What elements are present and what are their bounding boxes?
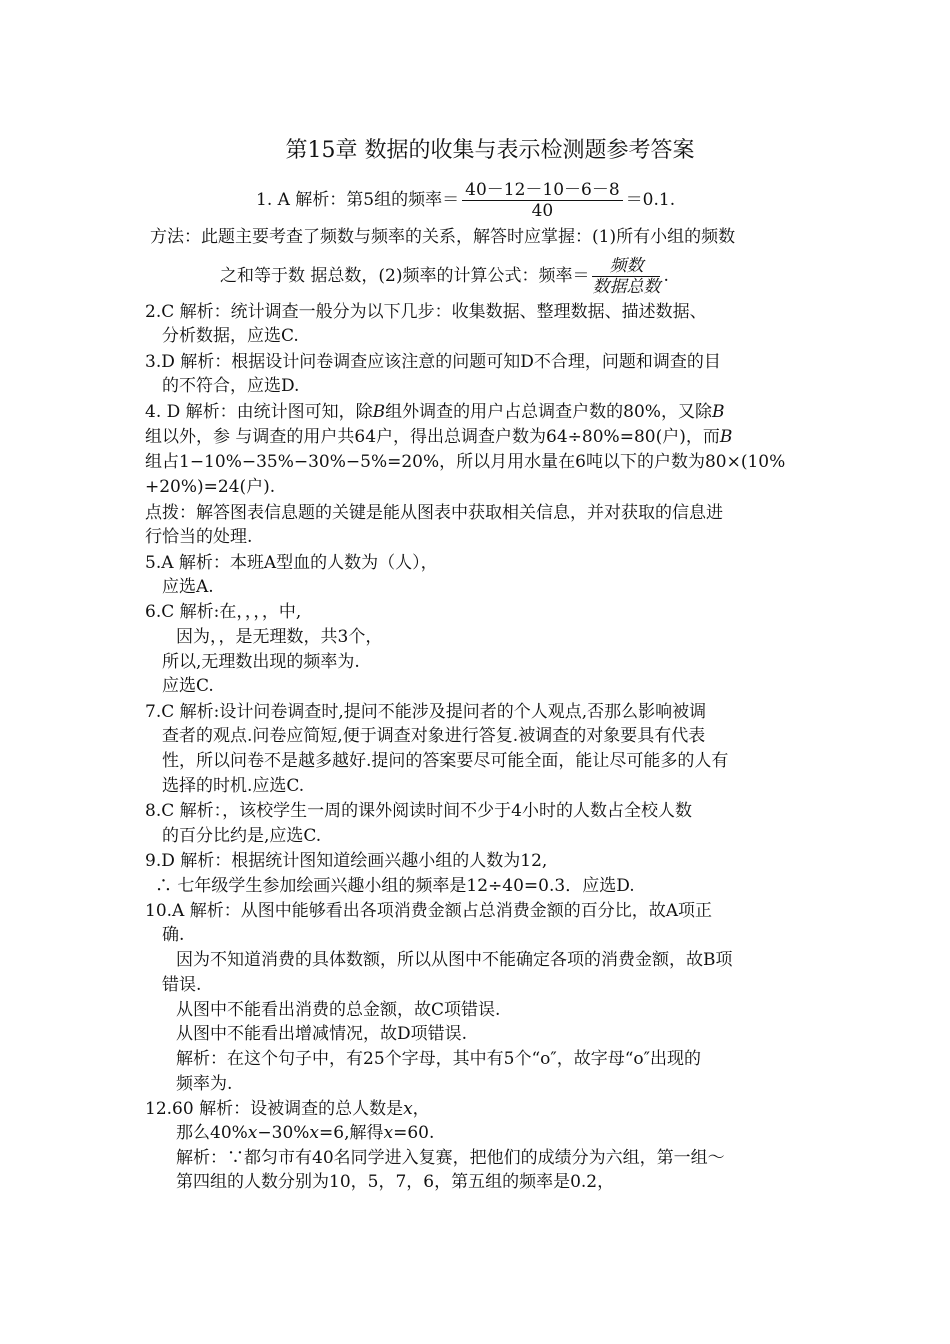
answer-10-line-2: 确. xyxy=(162,925,185,945)
answer-10-line-6: 从图中不能看出增减情况，故D项错误. xyxy=(176,1024,468,1044)
group-letter: B xyxy=(719,427,733,447)
answer-7-line-1: 7.C 解析:设计问卷调查时,提问不能涉及提问者的个人观点,否那么影响被调 xyxy=(145,702,707,722)
answer-9-line-1: 9.D 解析：根据统计图知道绘画兴趣小组的人数为12, xyxy=(145,851,548,871)
text: 组以外，参 与调查的用户共64户，得出总调查户数为64÷80%=80(户)，而 xyxy=(145,427,720,447)
answer-7-line-3: 性，所以问卷不是越多越好.提问的答案要尽可能全面，能让尽可能多的人有 xyxy=(162,751,729,771)
answer-10-line-8: 频率为. xyxy=(176,1074,233,1094)
answer-1-text: 1. A 解析：第5组的频率＝ xyxy=(256,190,460,210)
group-letter: B xyxy=(711,402,725,422)
answer-1-result: ＝0.1. xyxy=(625,190,676,210)
answer-10-line-4: 错误. xyxy=(162,975,202,995)
text: −30% xyxy=(257,1123,310,1143)
answer-5-line-2: 应选A. xyxy=(162,577,214,597)
answer-3-line-1: 3.D 解析：根据设计问卷调查应该注意的问题可知D不合理，问题和调查的目 xyxy=(145,352,721,372)
variable: x xyxy=(403,1099,413,1119)
answer-10-line-1: 10.A 解析：从图中能够看出各项消费金额占总消费金额的百分比，故A项正 xyxy=(145,901,712,921)
answer-3-line-2: 的不符合，应选D. xyxy=(162,376,300,396)
fraction-denominator: 40 xyxy=(531,201,554,221)
text: ， xyxy=(412,1099,430,1119)
answer-2-line-2: 分析数据，应选C. xyxy=(162,326,299,346)
method-line-1: 方法：此题主要考查了频数与频率的关系，解答时应掌握：(1)所有小组的频数 xyxy=(150,227,736,247)
answer-6-line-4: 应选C. xyxy=(162,676,214,696)
text: 4. D 解析：由统计图可知，除 xyxy=(145,402,373,422)
answer-5-line-1: 5.A 解析：本班A型血的人数为（人）， xyxy=(145,553,438,573)
fraction xyxy=(592,256,660,297)
answer-12-line-4: 第四组的人数分别为10，5，7，6，第五组的频率是0.2， xyxy=(176,1172,615,1192)
answer-7-line-2: 查者的观点.问卷应简短,便于调查对象进行答复.被调查的对象要具有代表 xyxy=(162,726,706,746)
text: =60. xyxy=(393,1123,435,1143)
variable: x xyxy=(383,1123,394,1143)
method-text: 之和等于数 据总数，(2)频率的计算公式：频率＝ xyxy=(220,266,590,286)
text: 12.60 解析：设被调查的总人数是 xyxy=(145,1099,404,1119)
answer-6-line-3: 所以,无理数出现的频率为. xyxy=(162,652,360,672)
answer-12-line-2 xyxy=(176,1122,434,1144)
answer-1 xyxy=(256,180,675,221)
answer-4-line-4: +20%)=24(户). xyxy=(145,477,276,497)
fraction-denominator: 数据总数 xyxy=(592,277,661,297)
answer-12-line-3: 解析：∵都匀市有40名同学进入复赛，把他们的成绩分为六组，第一组～ xyxy=(176,1148,725,1168)
text: 那么40% xyxy=(176,1123,248,1143)
tip-line-2: 行恰当的处理. xyxy=(145,527,253,547)
answer-6-line-1: 6.C 解析:在，，，，中, xyxy=(145,602,302,622)
answer-10-line-5: 从图中不能看出消费的总金额，故C项错误. xyxy=(176,1000,501,1020)
answer-10-line-7: 解析：在这个句子中，有25个字母，其中有5个“o″，故字母“o″出现的 xyxy=(176,1049,701,1069)
answer-4-line-1 xyxy=(145,401,724,423)
text: 组外调查的用户占总调查户数的80%，又除 xyxy=(385,402,712,422)
answer-6-line-2: 因为，，是无理数，共3个， xyxy=(176,627,383,647)
fraction-numerator: 40－12－10－6－8 xyxy=(462,180,623,201)
answer-12-line-1 xyxy=(145,1098,430,1120)
answer-2-line-1: 2.C 解析：统计调查一般分为以下几步：收集数据、整理数据、描述数据、 xyxy=(145,302,707,322)
answer-8-line-1: 8.C 解析：，该校学生一周的课外阅读时间不少于4小时的人数占全校人数 xyxy=(145,801,692,821)
answer-4-line-2 xyxy=(145,426,732,448)
answer-10-line-3: 因为不知道消费的具体数额，所以从图中不能确定各项的消费金额，故B项 xyxy=(176,950,733,970)
tip-line-1: 点拨：解答图表信息题的关键是能从图表中获取相关信息，并对获取的信息进 xyxy=(145,503,723,523)
answer-4-line-3: 组占1−10%−35%−30%−5%=20%，所以月用水量在6吨以下的户数为80×(10% xyxy=(145,452,786,472)
answer-9-line-2: ∴ 七年级学生参加绘画兴趣小组的频率是12÷40=0.3．应选D. xyxy=(155,876,635,896)
variable: x xyxy=(309,1123,320,1143)
fraction xyxy=(462,180,623,221)
method-end: . xyxy=(663,266,669,286)
answer-8-line-2: 的百分比约是,应选C. xyxy=(162,826,322,846)
page-title: 第15章 数据的收集与表示检测题参考答案 xyxy=(285,138,695,163)
text: =6,解得 xyxy=(319,1123,384,1143)
answer-7-line-4: 选择的时机.应选C. xyxy=(162,776,305,796)
group-letter: B xyxy=(372,402,386,422)
variable: x xyxy=(247,1123,258,1143)
fraction-numerator: 频数 xyxy=(592,256,660,277)
method-line-2 xyxy=(220,256,669,297)
